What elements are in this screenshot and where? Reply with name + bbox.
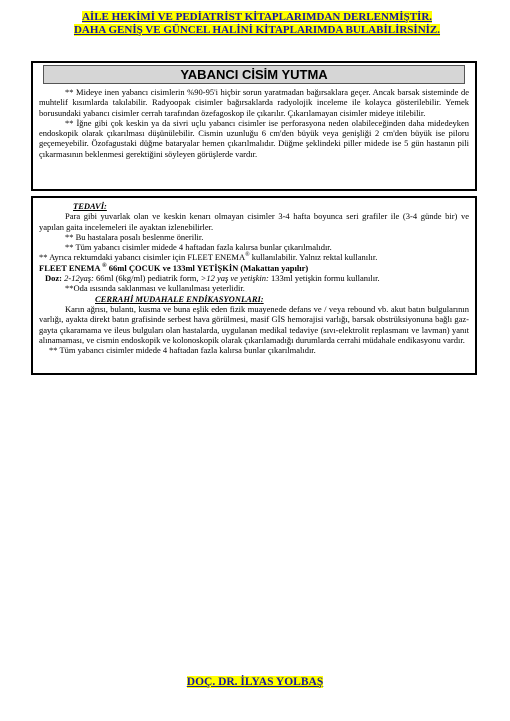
header-line-2: DAHA GENİŞ VE GÜNCEL HALİNİ KİTAPLARIMDA BULABİLİRSİNİZ.: [73, 24, 441, 36]
treatment-paragraph-4: ** Ayrıca rektumdaki yabancı cisimler için FLEET ENEMA® kullanılabilir. Yalnız rektal kullanılır.: [39, 252, 378, 263]
intro-paragraph-2: ** İğne gibi çok keskin ya da sivri uçlu yabancı cisimler ise perforasyona neden olabileceğinden daha midedeyken endoskopik olarak çıkarılması düşünülebilir. Cismin uzunluğu 6 cm'den büyük veya genişliği 2 cm'den büyük ise piloru geçemeyebilir. Özofagustaki düğme bataryalar hemen çıkarılmalıdır. Düğme şeklindeki piller midede ise 5 gün hastanın pili çıkarmasının beklenmesi gerektiğini söyleyen görüşlerde vardır.: [39, 117, 469, 159]
treatment-paragraph-3: ** Tüm yabancı cisimler midede 4 haftadan fazla kalırsa bunlar çıkarılmalıdır.: [65, 242, 332, 253]
surgery-paragraph-2: ** Tüm yabancı cisimler midede 4 haftadan fazla kalırsa bunlar çıkarılmalıdır.: [49, 345, 316, 356]
dose-line: Doz: 2-12yaş: 66ml (6kg/ml) pediatrik form, >12 yaş ve yetişkin: 133ml yetişkin formu kullanılır.: [45, 273, 380, 284]
treatment-panel: [31, 196, 477, 375]
author-footer: [0, 676, 510, 688]
surgery-heading: CERRAHİ MUDAHALE ENDİKASYONLARI:: [95, 293, 264, 304]
storage-note: **Oda ısısında saklanması ve kullanılması yeterlidir.: [65, 283, 245, 294]
fleet-enema-line: FLEET ENEMA ® 66ml ÇOCUK ve 133ml YETİŞKİN (Makattan yapılır): [39, 262, 309, 273]
author-name: DOÇ. DR. İLYAS YOLBAŞ: [186, 676, 324, 688]
treatment-paragraph-1: Para gibi yuvarlak olan ve keskin kenarı olmayan cisimler 3-4 hafta boyunca seri grafiler ile (3-4 günde bir) ve yapılan gaita incelemeleri ile ayaktan izlenebilirler.: [39, 211, 469, 232]
intro-panel: [31, 61, 477, 191]
header-line-1: AİLE HEKİMİ VE PEDİATRİST KİTAPLARIMDAN DERLENMİŞTİR.: [81, 11, 433, 23]
treatment-paragraph-2: ** Bu hastalara posalı beslenme önerilir.: [65, 231, 204, 242]
surgery-paragraph-1: Karın ağrısı, bulantı, kusma ve buna eşlik eden fizik muayenede defans ve / veya rebound vb. akut batın bulgularının varlığı, ayakta direkt batın grafisinde serbest hava görülmesi, masif GİS hemorajisi varlığı, barsak obstrüksiyonuna bağlı gaz-gayta çıkaramama ve ileus bulguları olan hastalarda, uygulanan medikal tedaviye (sıvı-elektrolit replasmanı ve lavman) yanıt alınamaması, ve cismin endoskopik ve kolonoskopik olarak çıkarılamadığı durumlarda cerrahi müdahale endikasyonu vardır.: [39, 303, 469, 345]
treatment-heading: TEDAVİ:: [73, 201, 107, 211]
page-header: [52, 11, 462, 37]
page-title: YABANCI CİSİM YUTMA: [43, 65, 465, 84]
intro-paragraph-1: ** Mideye inen yabancı cisimlerin %90-95'i hiçbir sorun yaratmadan bağırsaklara geçer. Ancak barsak sisteminde de muhtelif kısımlarda takılabilir. Radyoopak cisimler bağırsaklarda radyolojik inceleme ile kolayca gösterilebilir. Yemek borusundaki yabancı cisimler cerrah tarafından özefagoskop ile çıkarılır. Çıkarılamayan cisimler mideye itilebilir.: [39, 87, 469, 118]
